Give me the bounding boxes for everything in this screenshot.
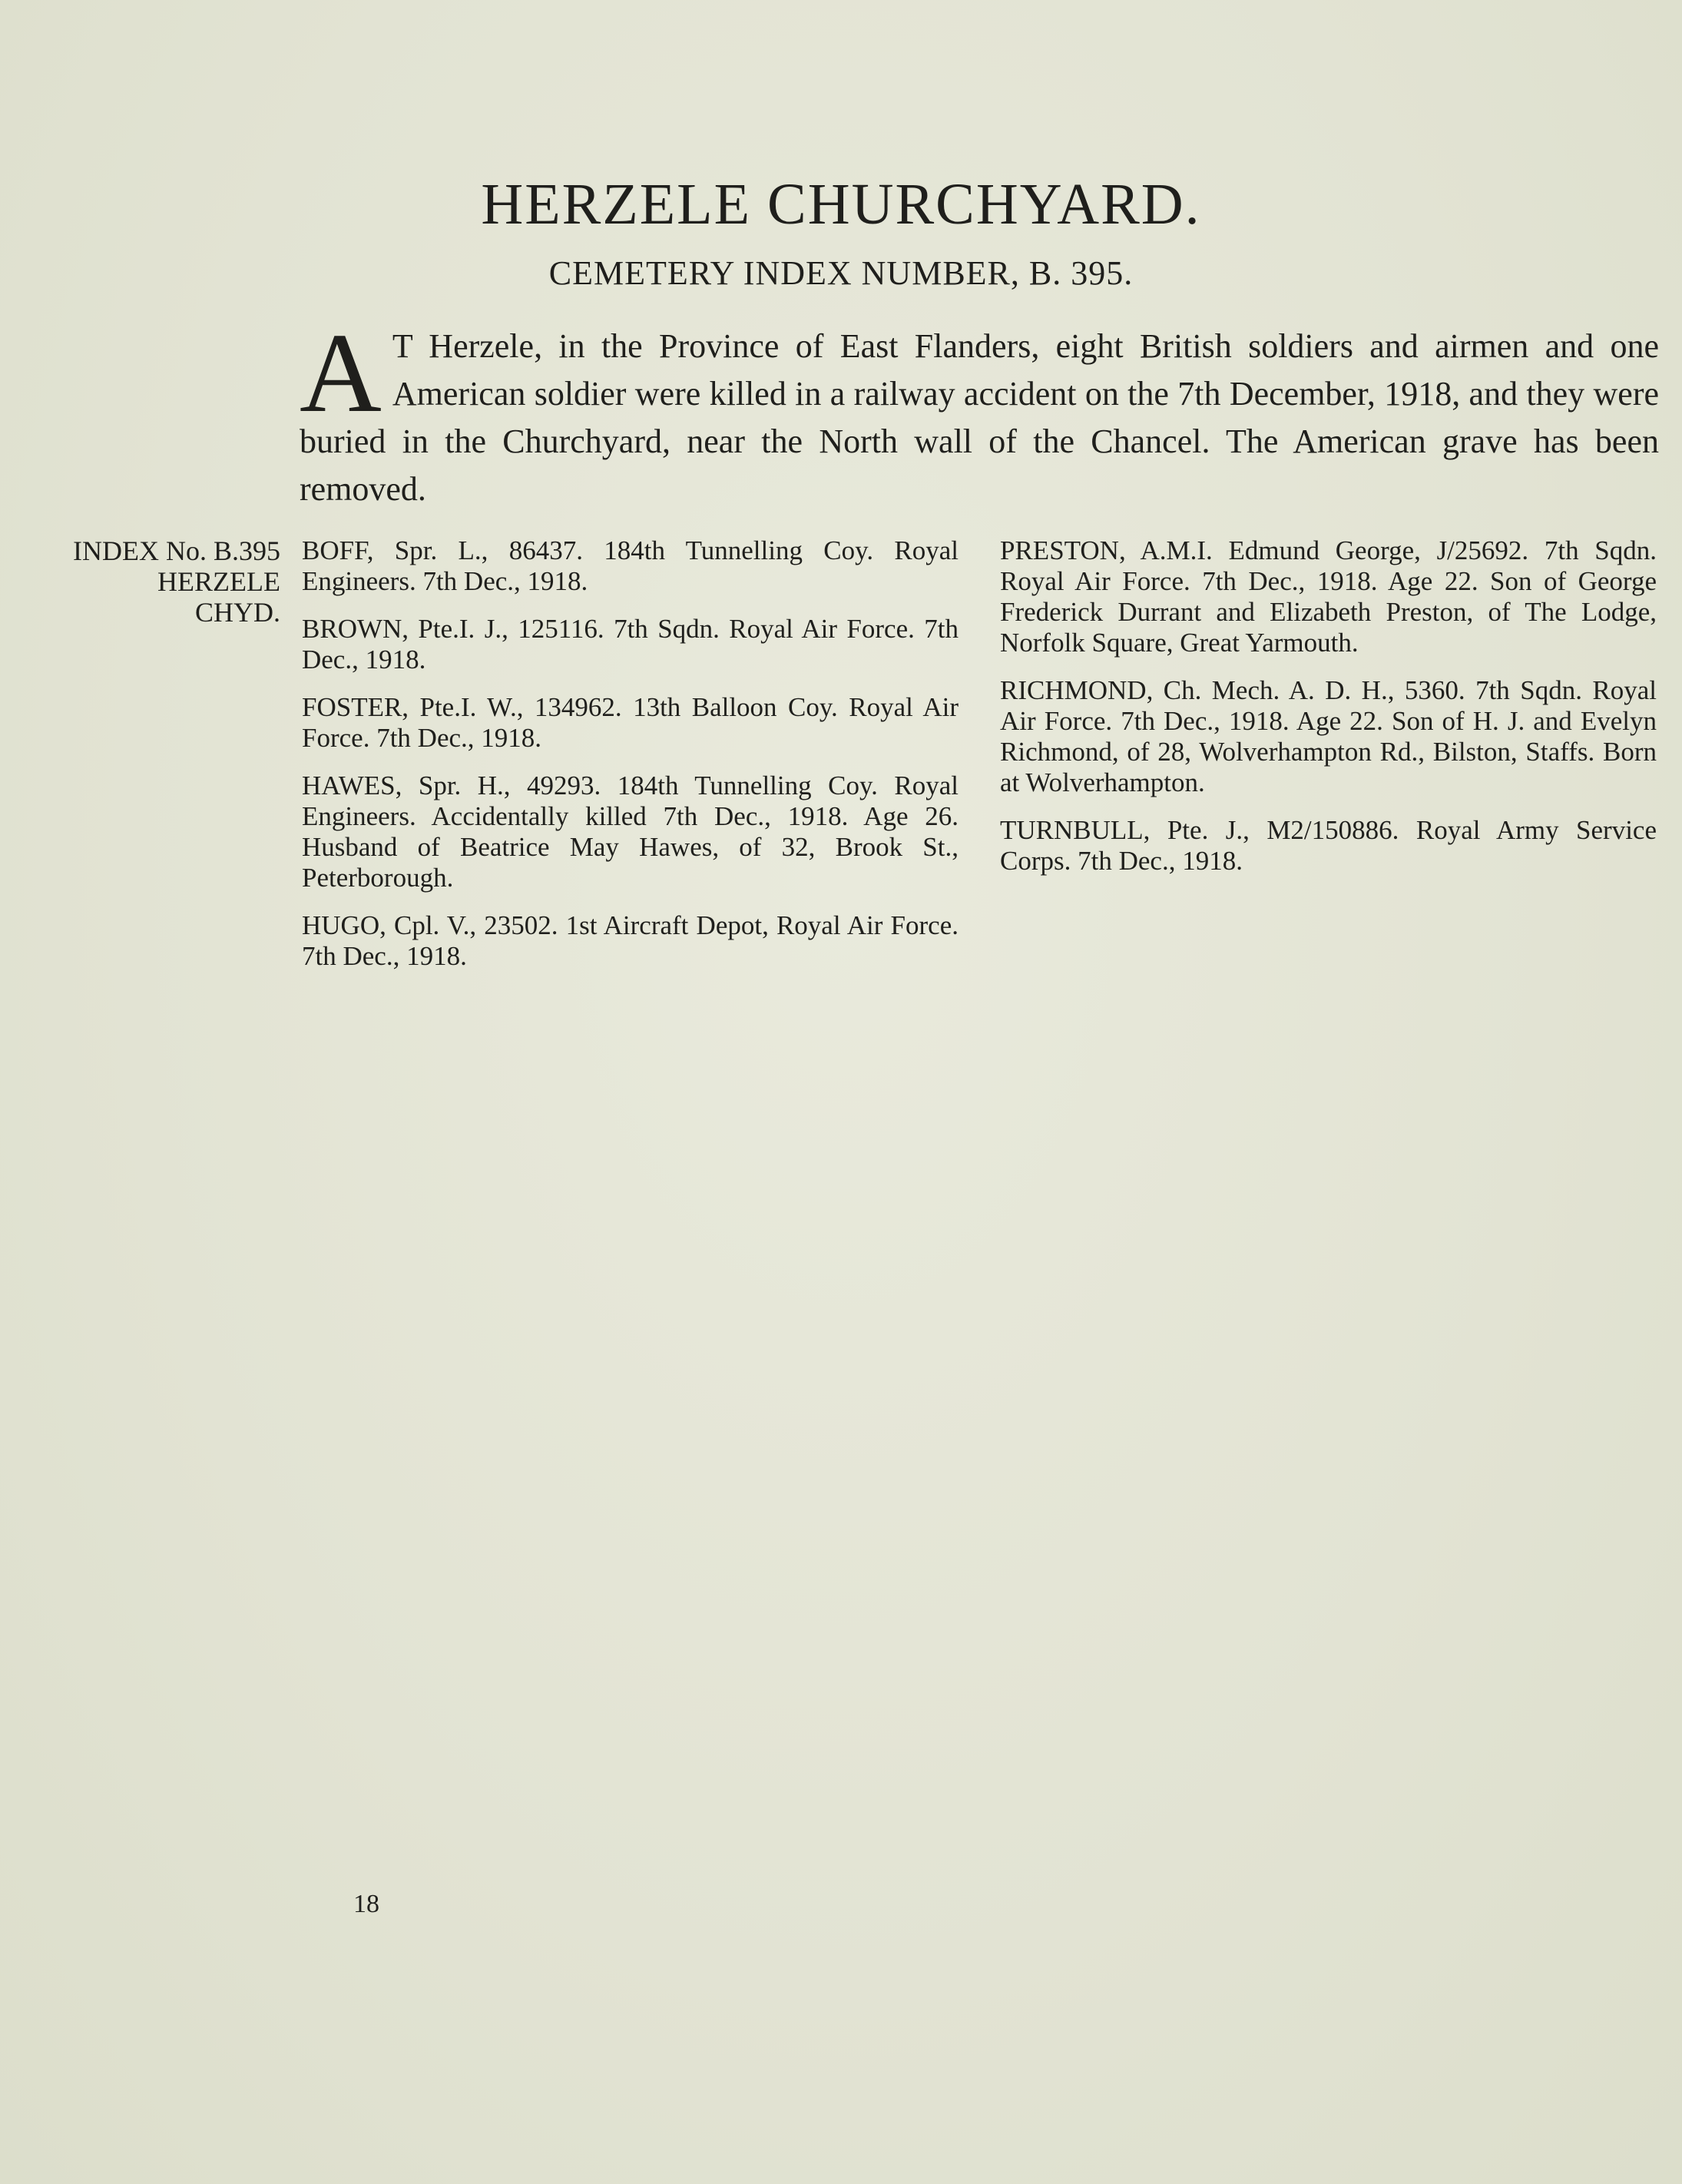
intro-text: T Herzele, in the Province of East Flanders, eight British soldiers and airmen and one American soldier were killed in a railway accident on the 7th December, 1918, and they were buried in the Churchyard, near the North wall of the Chancel. The American grave has been removed. <box>300 327 1659 508</box>
index-place: HERZELE <box>157 566 280 597</box>
burial-entry: HAWES, Spr. H., 49293. 184th Tunnelling Coy. Royal Engineers. Accidentally killed 7th Dec., 1918. Age 26. Husband of Beatrice May Hawes, of 32, Brook St., Peterborough. <box>302 771 959 893</box>
cemetery-index-subtitle: CEMETERY INDEX NUMBER, B. 395. <box>548 254 1134 292</box>
burial-entry: PRESTON, A.M.I. Edmund George, J/25692. 7th Sqdn. Royal Air Force. 7th Dec., 1918. Age 22. Son of George Frederick Durrant and Elizabeth Preston, of The Lodge, Norfolk Square, Great Yarmouth. <box>1000 535 1657 658</box>
burial-entry: RICHMOND, Ch. Mech. A. D. H., 5360. 7th Sqdn. Royal Air Force. 7th Dec., 1918. Age 22. Son of H. J. and Evelyn Richmond, of 28, Wolverhampton Rd., Bilston, Staffs. Born at Wolverhampton. <box>1000 675 1657 797</box>
page-title: HERZELE CHURCHYARD. <box>481 172 1201 237</box>
drop-cap: A <box>300 310 382 436</box>
index-type: CHYD. <box>194 597 280 628</box>
burial-list-left <box>302 535 959 989</box>
burial-entry: TURNBULL, Pte. J., M2/150886. Royal Army Service Corps. 7th Dec., 1918. <box>1000 815 1657 876</box>
burial-entry: HUGO, Cpl. V., 23502. 1st Aircraft Depot, Royal Air Force. 7th Dec., 1918. <box>302 910 959 971</box>
burial-list-right <box>1000 535 1657 893</box>
burial-entry: BOFF, Spr. L., 86437. 184th Tunnelling Coy. Royal Engineers. 7th Dec., 1918. <box>302 535 959 596</box>
page-number: 18 <box>353 1890 379 1918</box>
burial-entry: FOSTER, Pte.I. W., 134962. 13th Balloon Coy. Royal Air Force. 7th Dec., 1918. <box>302 692 959 753</box>
index-number: INDEX No. B.395 <box>73 535 280 566</box>
burial-entry: BROWN, Pte.I. J., 125116. 7th Sqdn. Royal Air Force. 7th Dec., 1918. <box>302 614 959 674</box>
index-label <box>8 535 280 628</box>
intro-paragraph <box>300 310 1659 513</box>
